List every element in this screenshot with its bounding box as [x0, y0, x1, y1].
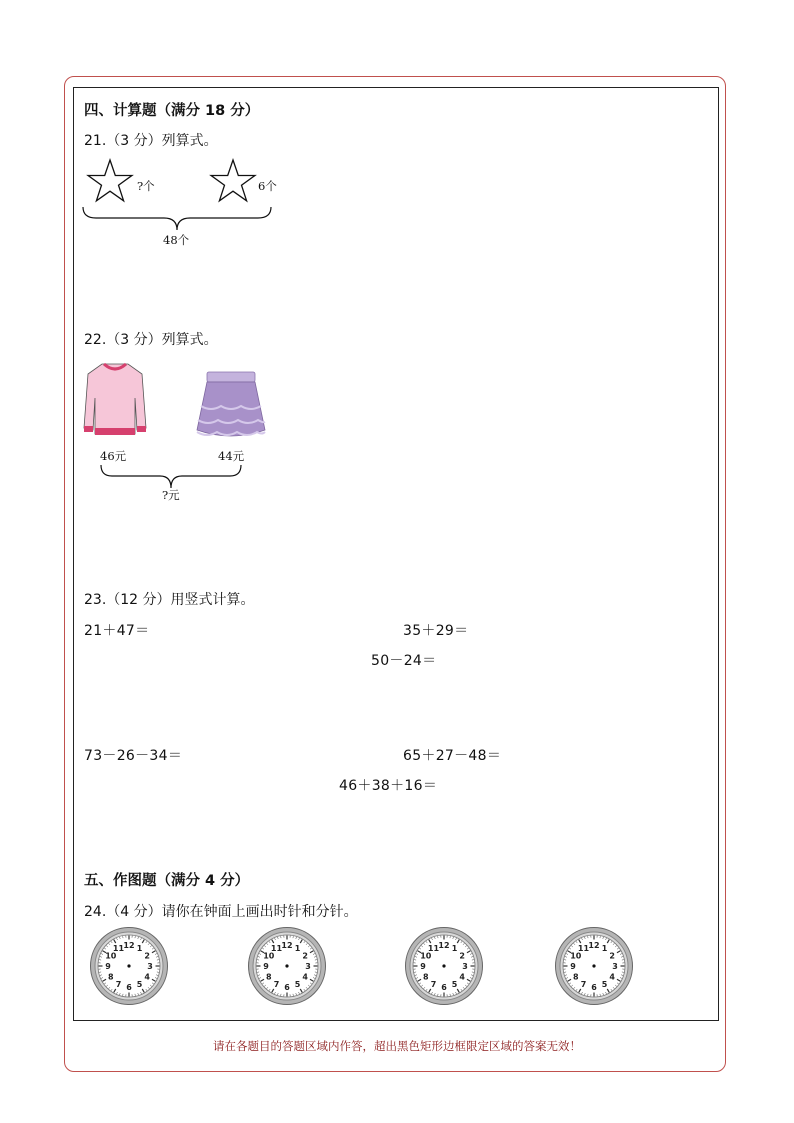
clock-number: 9 [263, 962, 269, 971]
clock-center-dot [285, 964, 288, 967]
clock-number: 12 [588, 941, 600, 950]
clock-number: 7 [115, 980, 122, 990]
clock-number: 2 [144, 951, 150, 961]
clock-number: 12 [123, 941, 135, 950]
clock-face-icon[interactable] [404, 926, 484, 1006]
skirt-icon [191, 370, 271, 442]
clock-number: 7 [430, 980, 437, 990]
clock-number: 12 [281, 941, 293, 950]
clock-number: 5 [451, 980, 458, 990]
q21-total-label: 48个 [163, 233, 190, 247]
clock-number: 5 [601, 980, 608, 990]
clock-number: 3 [462, 962, 468, 971]
q22-left-label: 46元 [100, 449, 127, 463]
clock-center-dot [592, 964, 595, 967]
clock-number: 3 [147, 962, 153, 971]
expr-3: 50－24＝ [371, 653, 437, 669]
clock-number: 3 [612, 962, 618, 971]
clock-number: 7 [273, 980, 280, 990]
q24-prompt: 24.（4 分）请你在钟面上画出时针和分针。 [84, 904, 358, 920]
clock-number: 10 [570, 951, 582, 961]
clock-number: 11 [270, 943, 283, 953]
clock-number: 9 [105, 962, 111, 971]
clock-face-icon[interactable] [247, 926, 327, 1006]
q21-left-label: ?个 [137, 179, 155, 193]
clock-number: 7 [580, 980, 587, 990]
expr-1: 21＋47＝ [84, 623, 150, 639]
clock-number: 6 [591, 983, 597, 992]
clock-number: 6 [284, 983, 290, 992]
clock-number: 8 [573, 972, 579, 982]
clock-number: 8 [108, 972, 114, 982]
q21-prompt: 21.（3 分）列算式。 [84, 133, 218, 149]
q22-right-label: 44元 [218, 449, 245, 463]
clock-number: 1 [136, 943, 143, 953]
clock-number: 1 [294, 943, 301, 953]
expr-5: 65＋27－48＝ [403, 748, 502, 764]
clock-number: 2 [459, 951, 465, 961]
clock-number: 9 [570, 962, 576, 971]
clock-number: 11 [427, 943, 440, 953]
q21-right-label: 6个 [258, 179, 277, 193]
section4-title: 四、计算题（满分 18 分） [84, 103, 260, 119]
clock-number: 10 [420, 951, 432, 961]
clock-number: 10 [263, 951, 275, 961]
clock-number: 5 [136, 980, 143, 990]
clock-number: 11 [112, 943, 125, 953]
clock-number: 9 [420, 962, 426, 971]
brace-icon [82, 206, 272, 232]
clock-number: 3 [305, 962, 311, 971]
q22-prompt: 22.（3 分）列算式。 [84, 332, 218, 348]
star-icon [86, 158, 134, 206]
clock-number: 2 [302, 951, 308, 961]
expr-6: 46＋38＋16＝ [339, 778, 438, 794]
clock-number: 1 [601, 943, 608, 953]
clock-number: 8 [266, 972, 272, 982]
clock-number: 1 [451, 943, 458, 953]
q23-prompt: 23.（12 分）用竖式计算。 [84, 592, 255, 608]
clock-number: 4 [609, 972, 615, 982]
clock-number: 4 [459, 972, 465, 982]
clock-center-dot [442, 964, 445, 967]
clock-number: 4 [302, 972, 308, 982]
clock-number: 12 [438, 941, 450, 950]
expr-4: 73－26－34＝ [84, 748, 183, 764]
clock-number: 4 [144, 972, 150, 982]
clock-number: 10 [105, 951, 117, 961]
q22-total-label: ?元 [162, 488, 180, 502]
clock-face-icon[interactable] [554, 926, 634, 1006]
clock-number: 5 [294, 980, 301, 990]
star-icon [209, 158, 257, 206]
sweater-icon [82, 358, 148, 442]
clock-number: 8 [423, 972, 429, 982]
clock-number: 11 [577, 943, 590, 953]
expr-2: 35＋29＝ [403, 623, 469, 639]
footer-notice: 请在各题目的答题区域内作答，超出黑色矩形边框限定区域的答案无效！ [213, 1039, 581, 1053]
clock-center-dot [127, 964, 130, 967]
section5-title: 五、作图题（满分 4 分） [84, 873, 250, 889]
clock-face-icon[interactable] [89, 926, 169, 1006]
clock-number: 6 [126, 983, 132, 992]
clock-number: 2 [609, 951, 615, 961]
clock-number: 6 [441, 983, 447, 992]
